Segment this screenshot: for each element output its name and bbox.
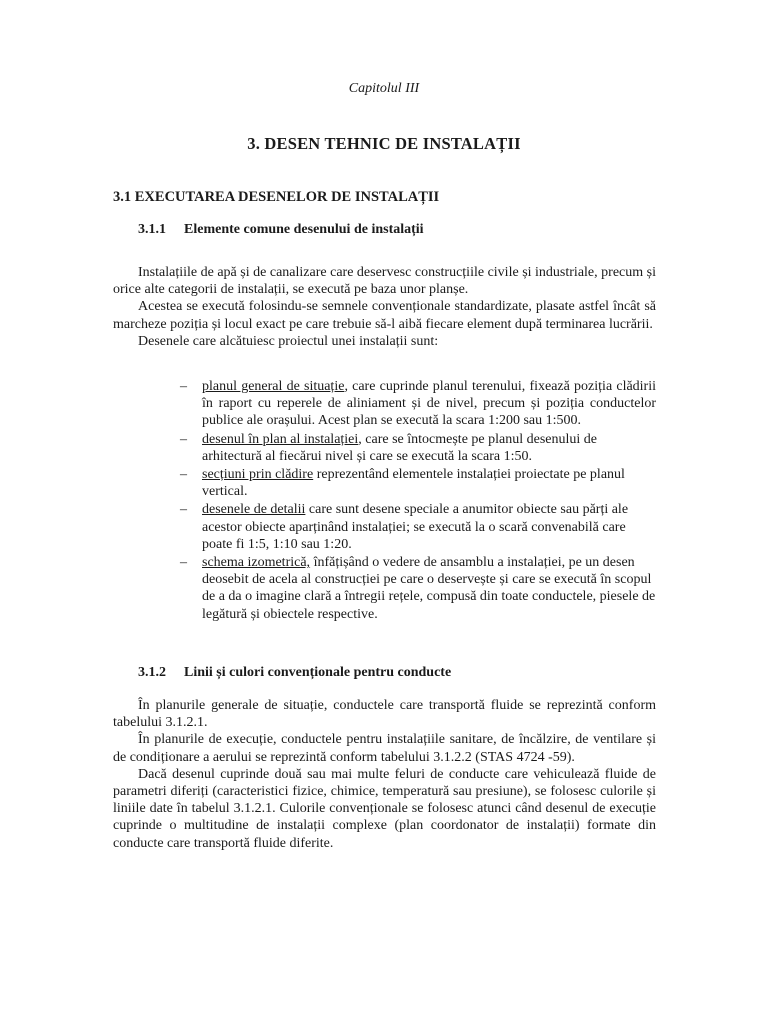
subsection-title: Linii și culori convenționale pentru conducte	[184, 665, 452, 680]
dash-marker: –	[180, 431, 187, 447]
list-item-text: reprezentând elementele instalației proiectate pe planul vertical.	[202, 467, 625, 500]
list-item-term: planul general de situație	[202, 379, 345, 394]
list-item-text: care sunt desene speciale a anumitor obiecte sau părți ale acestor obiecte aparținând instalației; se execută la o scară convenabilă care poate fi 1:5, 1:10 sau 1:20.	[202, 502, 629, 552]
list-item	[180, 466, 656, 500]
list-item-text: înfățișând o vedere de ansamblu a instalației, pe un desen deosebit de acela al construcției pe care o deservește și care se execută în scopul de a da o imagine clară a întregii rețele, compusă din toate conductele, piesele de legătură și obiectele respective.	[202, 555, 656, 622]
bullet-list	[180, 378, 656, 624]
list-item-text: , care se întocmește pe planul desenului de arhitectură al fiecărui nivel și care se execută la scara 1:50.	[202, 431, 597, 464]
page-title: 3. DESEN TEHNIC DE INSTALAȚII	[247, 134, 521, 153]
list-item	[180, 378, 656, 430]
subsection-title: Elemente comune desenului de instalații	[184, 222, 424, 237]
list-item-term: desenul în plan al instalației	[202, 431, 359, 447]
dash-marker: –	[180, 502, 187, 518]
paragraph: Dacă desenul cuprinde două sau mai multe feluri de conducte care vehiculează fluide de parametri diferiți (caracteristici fizice, chimice, temperatură sau presiune), se folosesc culorile și liniile date în tabelul 3.1.2.1. Culorile convenționale se folosesc atunci când desenul de execuție cuprinde o multitudine de instalații complexe (plan coordonator de instalații) formate din conducte care transportă fluide diferite.	[113, 766, 656, 851]
paragraph-group-1	[113, 264, 656, 350]
paragraph: În planurile de execuție, conductele pentru instalațiile sanitare, de încălzire, de ventilare și de condiționare a aerului se reprezintă conform tabelului 3.1.2.2 (STAS 4724 -59).	[113, 732, 656, 765]
subsection-number: 3.1.1	[138, 222, 166, 237]
paragraph: În planurile generale de situație, conductele care transportă fluide se reprezintă conform tabelului 3.1.2.1.	[113, 698, 656, 731]
subsection-heading-2	[138, 665, 451, 681]
subsection-number: 3.1.2	[138, 665, 166, 680]
list-item	[180, 554, 656, 623]
list-item-term: secțiuni prin clădire	[202, 467, 314, 483]
dash-marker: –	[180, 379, 187, 394]
list-item-term: desenele de detalii	[202, 502, 306, 518]
chapter-label: Capitolul III	[348, 81, 420, 96]
paragraph: Acestea se execută folosindu-se semnele convenționale standardizate, plasate astfel încât să marcheze poziția și locul exact pe care trebuie să-l aibă fiecare element după terminarea lucrării.	[113, 299, 656, 332]
dash-marker: –	[180, 555, 187, 571]
paragraph: Desenele care alcătuiesc proiectul unei instalații sunt:	[138, 333, 439, 349]
list-item-text: , care cuprinde planul terenului, fixează poziția clădirii în raport cu reperele de aliniament și de nivel, precum și poziția conductelor publice ale orașului. Acest plan se execută la scara 1:200 sau 1:500.	[202, 379, 657, 429]
list-item	[180, 501, 656, 553]
subsection-heading-1	[138, 222, 424, 238]
dash-marker: –	[180, 467, 187, 483]
paragraph: Instalațiile de apă și de canalizare care deservesc construcțiile civile și industriale, precum și orice alte categorii de instalații, se execută pe baza unor planșe.	[113, 265, 656, 298]
list-item	[180, 431, 656, 465]
paragraph-group-2	[113, 697, 656, 852]
list-item-term: schema izometrică,	[202, 555, 311, 571]
section-heading: 3.1 EXECUTAREA DESENELOR DE INSTALAȚII	[113, 189, 440, 205]
